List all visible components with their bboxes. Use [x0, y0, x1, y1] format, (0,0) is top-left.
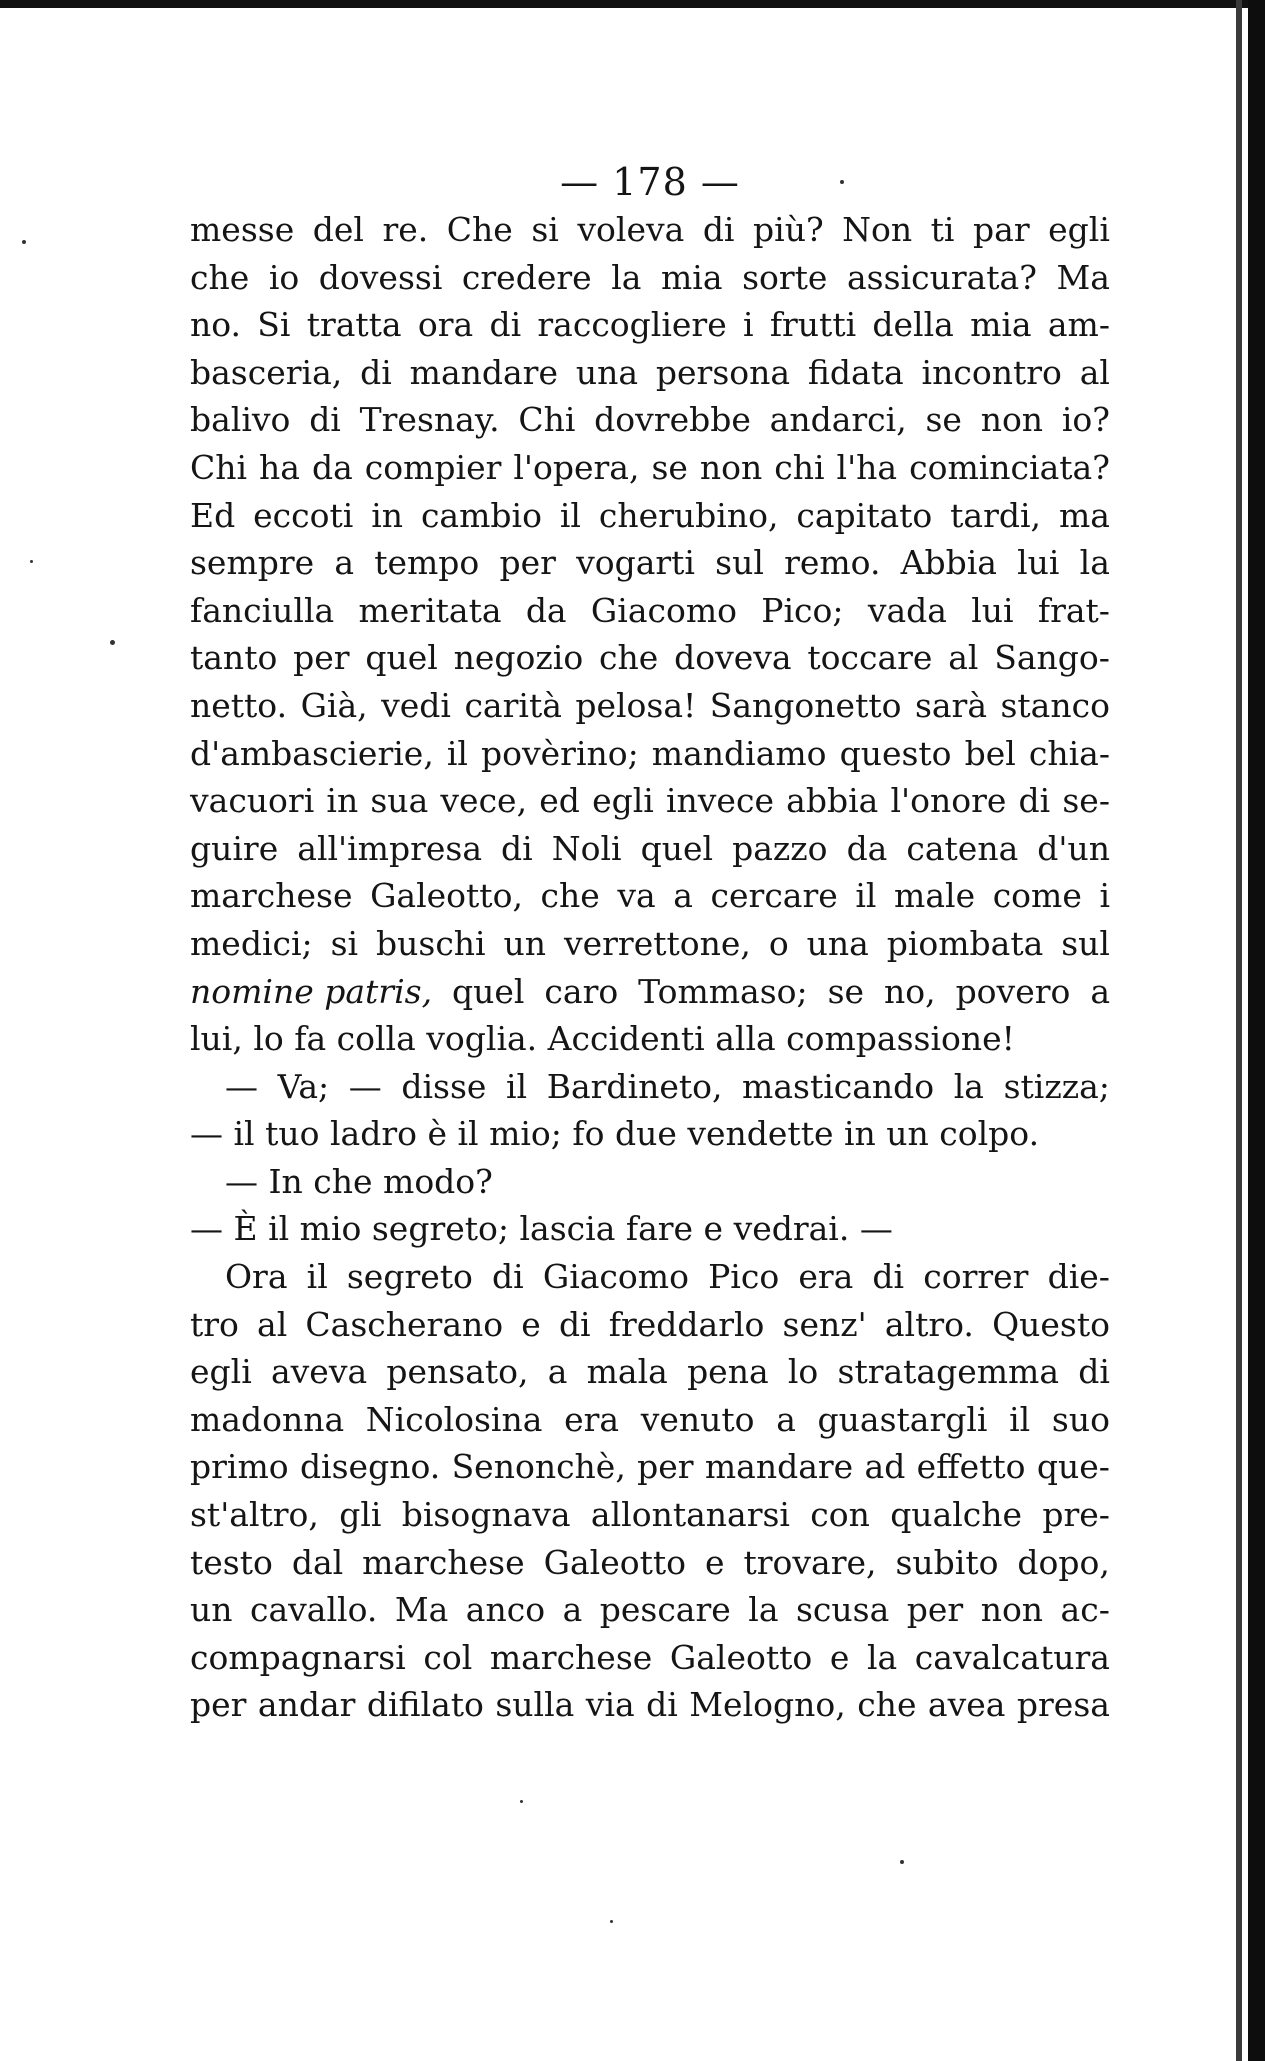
text-line: vacuori in sua vece, ed egli invece abbia l'onore di se-	[190, 781, 1110, 821]
text-line: egli aveva pensato, a mala pena lo stratagemma di	[190, 1352, 1110, 1392]
text-line: — Va; — disse il Bardineto, masticando la stizza;	[225, 1066, 1110, 1106]
text-line: — È il mio segreto; lascia fare e vedrai. —	[190, 1209, 893, 1249]
page-number: — 178 —	[560, 160, 740, 204]
scan-shadow-edge	[1236, 0, 1242, 2061]
text-line: no. Si tratta ora di raccogliere i frutti della mia am-	[190, 305, 1110, 345]
text-line: per andar difilato sulla via di Melogno, che avea presa	[190, 1685, 1110, 1725]
scan-speck	[110, 640, 115, 645]
scan-speck	[840, 180, 844, 184]
text-line: balivo di Tresnay. Chi dovrebbe andarci, se non io?	[190, 400, 1110, 440]
text-line: madonna Nicolosina era venuto a guastargli il suo	[190, 1399, 1110, 1439]
text-line: — In che modo?	[225, 1161, 493, 1201]
text-line: Ed eccoti in cambio il cherubino, capitato tardi, ma	[190, 495, 1110, 535]
body-text	[190, 206, 1110, 1729]
scan-speck	[900, 1860, 904, 1864]
text-line: lui, lo fa colla voglia. Accidenti alla compassione!	[190, 1019, 1015, 1059]
scan-speck	[610, 1920, 613, 1923]
scan-speck	[22, 240, 26, 244]
text-line: d'ambascierie, il povèrino; mandiamo questo bel chia-	[190, 733, 1110, 773]
text-line: basceria, di mandare una persona fidata incontro al	[190, 352, 1110, 392]
text-line: sempre a tempo per vogarti sul remo. Abbia lui la	[190, 543, 1110, 583]
text-line: guire all'impresa di Noli quel pazzo da catena d'un	[190, 828, 1110, 868]
text-line: tanto per quel negozio che doveva toccare al Sango-	[190, 638, 1110, 678]
text-line: testo dal marchese Galeotto e trovare, subito dopo,	[190, 1542, 1110, 1582]
text-line: che io dovessi credere la mia sorte assicurata? Ma	[190, 257, 1110, 297]
scan-binding-edge	[1248, 0, 1265, 2061]
text-line: compagnarsi col marchese Galeotto e la cavalcatura	[190, 1637, 1110, 1677]
text-line: messe del re. Che si voleva di più? Non ti par egli	[190, 210, 1110, 249]
text-line: st'altro, gli bisognava allontanarsi con qualche pre-	[190, 1495, 1110, 1535]
text-line: marchese Galeotto, che va a cercare il male come i	[190, 876, 1110, 916]
text-line: nomine patris, quel caro Tommaso; se no, povero a	[190, 971, 1110, 1011]
text-line: un cavallo. Ma anco a pescare la scusa per non ac-	[190, 1590, 1110, 1630]
text-line: tro al Cascherano e di freddarlo senz' altro. Questo	[190, 1304, 1110, 1344]
text-line: fanciulla meritata da Giacomo Pico; vada lui frat-	[190, 590, 1110, 630]
text-line: Ora il segreto di Giacomo Pico era di correr die-	[225, 1257, 1110, 1297]
page-top-edge	[0, 0, 1265, 8]
scan-speck	[520, 1800, 523, 1803]
text-line: — il tuo ladro è il mio; fo due vendette in un colpo.	[190, 1114, 1040, 1154]
scan-speck	[30, 560, 33, 563]
text-line: Chi ha da compier l'opera, se non chi l'ha cominciata?	[190, 447, 1110, 487]
text-line: netto. Già, vedi carità pelosa! Sangonetto sarà stanco	[190, 685, 1110, 725]
text-line: primo disegno. Senonchè, per mandare ad effetto que-	[190, 1447, 1110, 1487]
text-line: medici; si buschi un verrettone, o una piombata sul	[190, 923, 1110, 963]
